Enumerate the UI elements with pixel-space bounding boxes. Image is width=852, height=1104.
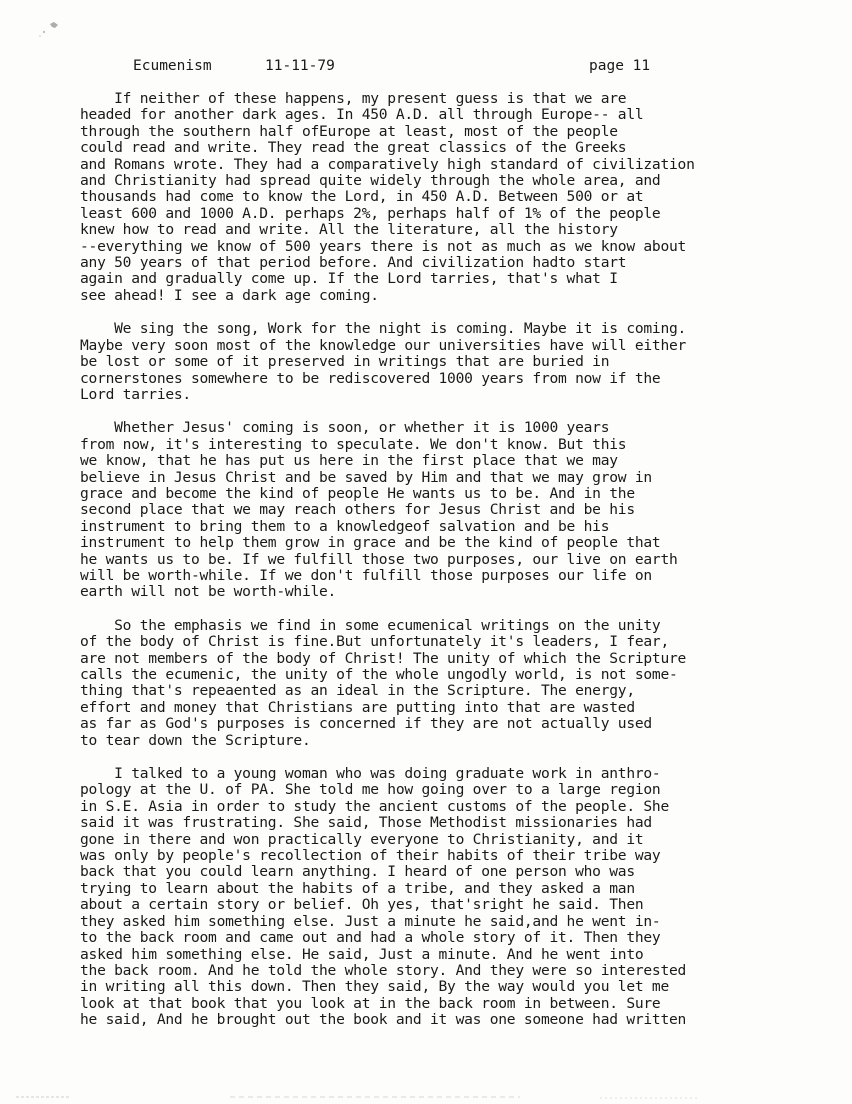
text-line: they asked him something else. Just a minute he said,and he went in-	[80, 912, 661, 930]
text-line: Lord tarries.	[80, 385, 191, 403]
text-line: thing that's repeaented as an ideal in the Scripture. The energy,	[80, 682, 635, 700]
text-line: gone in there and won practically everyone to Christianity, and it	[80, 830, 644, 848]
text-line: as far as God's purposes is concerned if they are not actually used	[80, 715, 652, 733]
text-line: asked him something else. He said, Just a minute. And he went into	[80, 945, 644, 963]
text-line: If neither of these happens, my present guess is that we are	[80, 90, 627, 107]
text-line: in writing all this down. Then they said, By the way would you let me	[80, 978, 669, 996]
text-line: effort and money that Christians are putting into that are wasted	[80, 698, 635, 716]
text-line: calls the ecumenic, the unity of the whole ungodly world, is not some-	[80, 666, 678, 683]
text-line: believe in Jesus Christ and be saved by Him and that we may grow in	[80, 468, 652, 486]
text-line: --everything we know of 500 years there is not as much as we know about	[80, 237, 687, 255]
text-line: are not members of the body of Christ! The unity of which the Scripture	[80, 649, 687, 667]
text-line: I talked to a young woman who was doing graduate work in anthro-	[80, 765, 661, 783]
text-line: see ahead! I see a dark age coming.	[80, 286, 379, 304]
ink-smudge-mark	[34, 20, 74, 40]
text-line: look at that book that you look at in the back room in between. Sure	[80, 994, 661, 1012]
paragraph	[80, 766, 828, 1029]
text-line: the back room. And he told the whole story. And they were so interested	[80, 961, 687, 979]
text-line: to tear down the Scripture.	[80, 731, 311, 749]
text-line: least 600 and 1000 A.D. perhaps 2%, perhaps half of 1% of the people	[80, 204, 661, 222]
text-line: of the body of Christ is fine.But unfortunately it's leaders, I fear,	[80, 633, 669, 651]
text-line: and Romans wrote. They had a comparatively high standard of civilization	[80, 155, 695, 173]
text-line: he said, And he brought out the book and it was one someone had written	[80, 1011, 687, 1029]
text-line: Maybe very soon most of the knowledge our universities have will either	[80, 336, 687, 354]
paragraph	[80, 420, 828, 600]
text-line: through the southern half ofEurope at least, most of the people	[80, 122, 618, 140]
document-body	[80, 91, 828, 1046]
text-line: we know, that he has put us here in the first place that we may	[80, 452, 618, 470]
document-date: 11-11-79	[265, 58, 335, 74]
text-line: back that you could learn anything. I heard of one person who was	[80, 863, 635, 881]
text-line: knew how to read and write. All the literature, all the history	[80, 221, 618, 239]
text-line: was only by people's recollection of their habits of their tribe way	[80, 847, 661, 865]
document-title: Ecumenism	[133, 58, 212, 74]
text-line: thousands had come to know the Lord, in 450 A.D. Between 500 or at	[80, 188, 644, 206]
text-line: any 50 years of that period before. And civilization hadto start	[80, 254, 627, 272]
text-line: instrument to help them grow in grace and be the kind of people that	[80, 534, 661, 552]
text-line: Whether Jesus' coming is soon, or whether it is 1000 years	[80, 419, 610, 437]
paragraph	[80, 91, 828, 304]
text-line: We sing the song, Work for the night is coming. Maybe it is coming.	[80, 320, 687, 338]
paragraph	[80, 618, 828, 749]
text-line: grace and become the kind of people He wants us to be. And in the	[80, 484, 635, 502]
text-line: said it was frustrating. She said, Those Methodist missionaries had	[80, 814, 652, 832]
text-line: could read and write. They read the great classics of the Greeks	[80, 139, 627, 157]
page-header	[133, 58, 693, 80]
paragraph	[80, 321, 828, 403]
text-line: he wants us to be. If we fulfill those two purposes, our live on earth	[80, 550, 678, 568]
text-line: So the emphasis we find in some ecumenical writings on the unity	[80, 616, 661, 634]
text-line: headed for another dark ages. In 450 A.D. all through Europe-- all	[80, 106, 644, 124]
text-line: be lost or some of it preserved in writings that are buried in	[80, 353, 610, 371]
text-line: to the back room and came out and had a whole story of it. Then they	[80, 929, 661, 947]
text-line: will be worth-while. If we don't fulfill those purposes our life on	[80, 566, 652, 584]
text-line: about a certain story or belief. Oh yes, that'sright he said. Then	[80, 896, 644, 914]
text-line: in S.E. Asia in order to study the ancient customs of the people. She	[80, 797, 669, 815]
text-line: second place that we may reach others for Jesus Christ and be his	[80, 501, 635, 519]
text-line: and Christianity had spread quite widely through the whole area, and	[80, 172, 661, 190]
text-line: again and gradually come up. If the Lord tarries, that's what I	[80, 270, 618, 288]
text-line: cornerstones somewhere to be rediscovered 1000 years from now if the	[80, 369, 661, 387]
text-line: earth will not be worth-while.	[80, 583, 337, 601]
text-line: from now, it's interesting to speculate. We don't know. But this	[80, 435, 627, 453]
text-line: trying to learn about the habits of a tribe, and they asked a man	[80, 879, 635, 897]
scan-edge-noise	[0, 1094, 852, 1100]
page-number: page 11	[589, 58, 651, 74]
text-line: pology at the U. of PA. She told me how going over to a large region	[80, 781, 661, 799]
text-line: instrument to bring them to a knowledgeof salvation and be his	[80, 517, 610, 535]
